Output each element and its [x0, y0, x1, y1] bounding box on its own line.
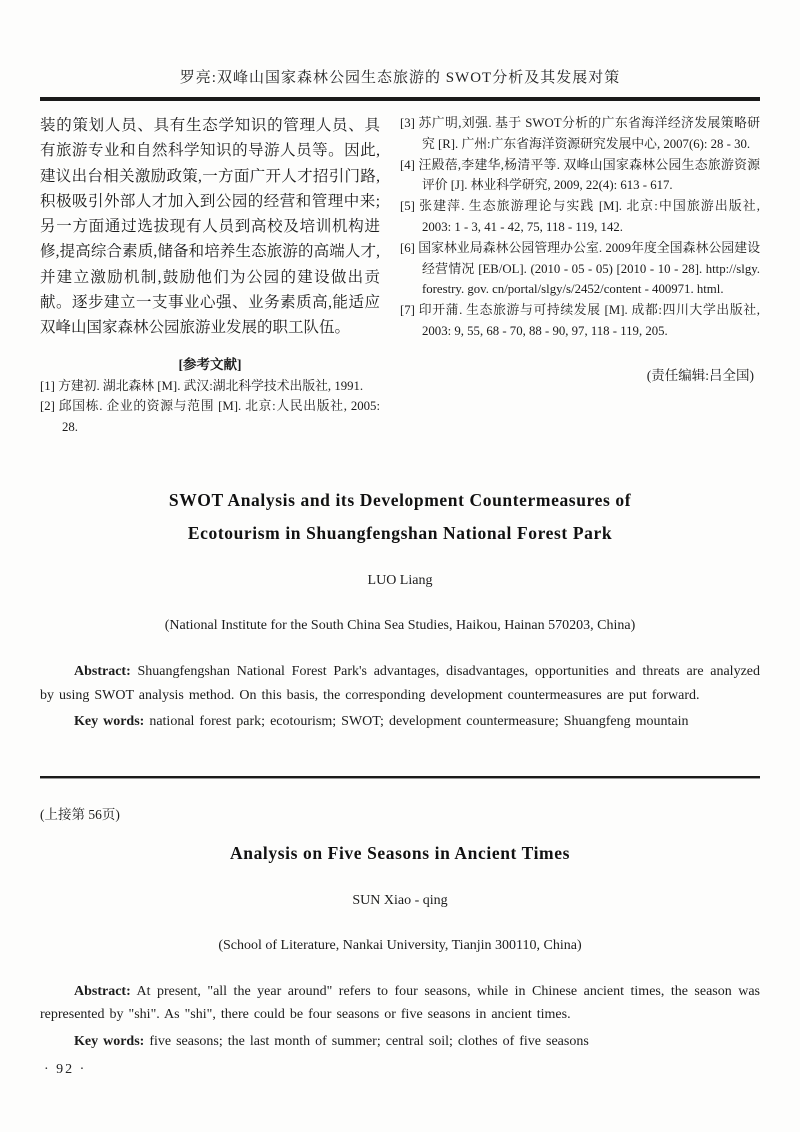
abstract-label: Abstract: — [74, 983, 131, 999]
article1-title — [40, 484, 760, 550]
reference-entry: [2] 邱国栋. 企业的资源与范围 [M]. 北京:人民出版社, 2005: 28. — [40, 399, 380, 435]
reference-entry: [6] 国家林业局森林公园管理办公室. 2009年度全国森林公园建设经营情况 [EB/OL]. (2010 - 05 - 05) [2010 - 10 - 28]. http://slgy. forestry. gov. cn/portal/slgy/s/2452/content - 400971. html. — [400, 240, 760, 297]
editor-note: (责任编辑:吕全国) — [646, 367, 754, 383]
references-heading: [参考文献] — [178, 356, 242, 372]
article2-author: SUN Xiao - qing — [352, 892, 448, 908]
keywords-text: five seasons; the last month of summer; central soil; clothes of five seasons — [144, 1033, 589, 1049]
header-double-rule — [40, 97, 760, 101]
article1-title-line2: Ecotourism in Shuangfengshan National Forest Park — [187, 523, 613, 544]
keywords-label: Key words: — [74, 1033, 145, 1049]
body-paragraph: 装的策划人员、具有生态学知识的管理人员、具有旅游专业和自然科学知识的导游人员等。因此,建议出台相关激励政策,一方面广开人才招引门路,积极吸引外部人才加入到公园的经营和管理中来;另一方面通过选拔现有人员到高校及培训机构进修,提高综合素质,储备和培养生态旅游的高端人才,并建立激励机制,鼓励他们为公园的建设做出贡献。逐步建立一支事业心强、业务素质高,能适应双峰山国家森林公园旅游业发展的职工队伍。 — [40, 117, 380, 337]
two-column-body — [40, 113, 760, 438]
keywords-text: national forest park; ecotourism; SWOT; development countermeasure; Shuangfeng mountain — [144, 714, 689, 730]
article2-english-section — [40, 837, 760, 1054]
article1-author: LUO Liang — [367, 573, 433, 589]
continuation-note: (上接第 56页) — [40, 806, 120, 822]
article1-english-section — [40, 484, 760, 734]
section-divider-rule — [40, 776, 760, 779]
reference-entry: [1] 方建初. 湖北森林 [M]. 武汉:湖北科学技术出版社, 1991. — [40, 378, 364, 393]
article1-affiliation: (National Institute for the South China Sea Studies, Haikou, Hainan 570203, China) — [164, 618, 636, 634]
abstract-text: At present, "all the year around" refers to four seasons, while in Chinese ancient times, the season was represented by "shi". As "shi", there could be four seasons or five seasons in ancient times. — [40, 983, 760, 1023]
page-number: · 92 · — [44, 1062, 87, 1077]
article2-keywords — [40, 1030, 760, 1054]
article2-abstract — [40, 980, 760, 1027]
keywords-label: Key words: — [74, 714, 145, 730]
reference-entry: [7] 印开蒲. 生态旅游与可持续发展 [M]. 成都:四川大学出版社, 2003: 9, 55, 68 - 70, 88 - 90, 97, 118 - 119, 205. — [400, 303, 760, 338]
article1-abstract — [40, 660, 760, 707]
left-column — [40, 113, 380, 438]
reference-entry: [5] 张建萍. 生态旅游理论与实践 [M]. 北京:中国旅游出版社, 2003: 1 - 3, 41 - 42, 75, 118 - 119, 142. — [400, 199, 760, 234]
article2-affiliation: (School of Literature, Nankai University, Tianjin 300110, China) — [218, 937, 582, 953]
article1-keywords — [40, 710, 760, 734]
reference-entry: [4] 汪殿蓓,李建华,杨清平等. 双峰山国家森林公园生态旅游资源评价 [J]. 林业科学研究, 2009, 22(4): 613 - 617. — [400, 157, 760, 193]
abstract-label: Abstract: — [74, 664, 131, 680]
article2-title: Analysis on Five Seasons in Ancient Times — [230, 842, 570, 863]
running-header: 罗亮:双峰山国家森林公园生态旅游的 SWOT分析及其发展对策 — [179, 70, 621, 86]
right-column — [400, 113, 760, 438]
abstract-text: Shuangfengshan National Forest Park's advantages, disadvantages, opportunities and threats are analyzed by using SWOT analysis method. On this basis, the corresponding development countermeasures are put forward. — [40, 664, 760, 703]
reference-entry: [3] 苏广明,刘强. 基于 SWOT分析的广东省海洋经济发展策略研究 [R]. 广州:广东省海洋资源研究发展中心, 2007(6): 28 - 30. — [400, 116, 760, 151]
article1-title-line1: SWOT Analysis and its Development Countermeasures of — [168, 490, 632, 511]
